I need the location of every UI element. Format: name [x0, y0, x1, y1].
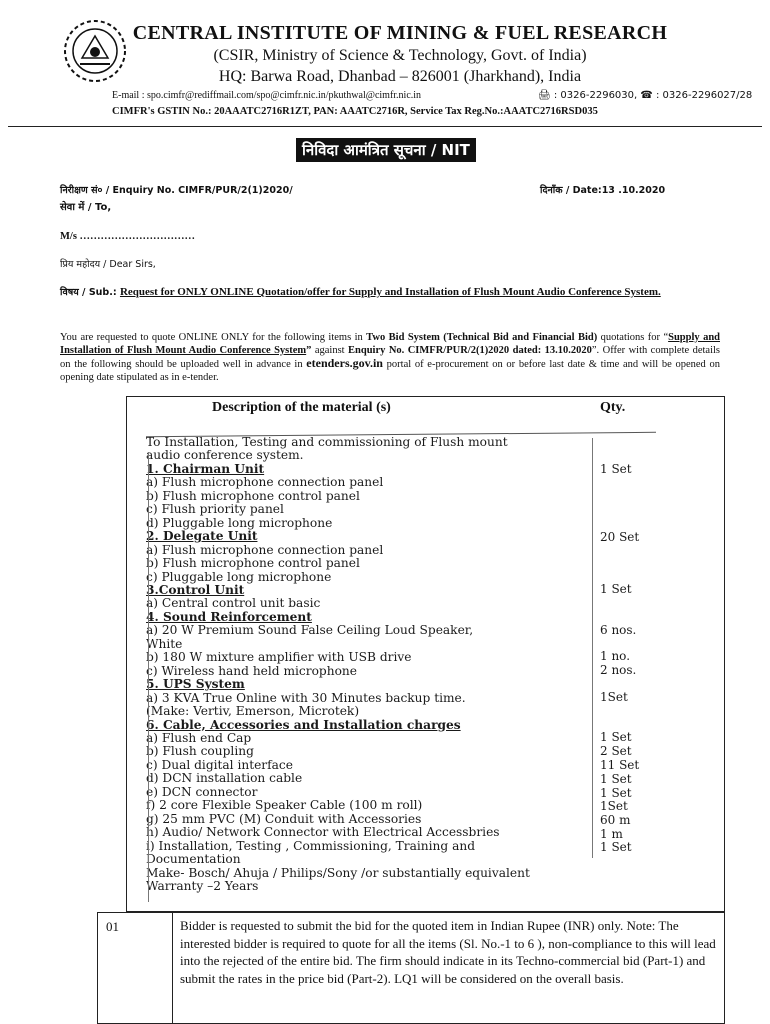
item-line: audio conference system. — [146, 448, 304, 463]
qty-value: 60 m — [600, 813, 631, 827]
to-line: सेवा में / To, — [60, 202, 112, 213]
item-line: a) Flush end Cap — [146, 730, 252, 745]
enquiry-date: दिनाँक / Date:13 .10.2020 — [540, 185, 666, 196]
intro-paragraph — [60, 331, 720, 384]
item-line: (Make: Vertiv, Emerson, Microtek) — [146, 704, 360, 719]
terms-table-row — [97, 912, 725, 1024]
item-line: b) 180 W mixture amplifier with USB drive — [146, 650, 412, 665]
item-line: Documentation — [146, 852, 241, 867]
section-heading: 4. Sound Reinforcement — [146, 609, 312, 624]
item-line: d) Pluggable long microphone — [146, 515, 333, 530]
item-line: c) Wireless hand held microphone — [146, 663, 357, 678]
section-heading: 6. Cable, Accessories and Installation charges — [146, 717, 461, 732]
qty-value: 1 Set — [600, 582, 632, 596]
qty-value: 1Set — [600, 799, 628, 813]
intro-text-2: ”. Offer with complete details on the following should be uploaded well in advance in — [60, 345, 721, 370]
item-line: a) 3 KVA True Online with 30 Minutes backup time. — [146, 690, 466, 705]
qty-value: 1 Set — [600, 840, 632, 854]
qty-value: 20 Set — [600, 530, 640, 544]
email-addresses: E-mail : spo.cimfr@rediffmail.com/spo@cimfr.nic.in/pkuthwal@cimfr.nic.in — [112, 90, 422, 101]
item-line: a) Flush microphone connection panel — [146, 542, 384, 557]
item-line: f) 2 core Flexible Speaker Cable (100 m roll) — [146, 798, 423, 813]
hq-address: HQ: Barwa Road, Dhanbad – 826001 (Jharkhand), India — [218, 68, 582, 85]
qty-value: 1 Set — [600, 462, 632, 476]
item-line: Warranty –2 Years — [146, 878, 259, 893]
item-line: b) Flush microphone control panel — [146, 488, 360, 503]
scanned-item-list — [146, 436, 614, 902]
intro-quote-close: ” — [306, 345, 312, 356]
intro-text-1: You are requested to quote ONLINE ONLY for the following items in — [60, 332, 367, 343]
qty-value: 2 nos. — [600, 663, 637, 677]
item-line: b) Flush coupling — [146, 744, 254, 759]
qty-value: 2 Set — [600, 744, 632, 758]
cimfr-logo — [62, 18, 128, 84]
intro-item-name: Supply and Installation of Flush Mount Audio Conference System — [60, 332, 720, 356]
enquiry-number: निरीक्षण सं० / Enquiry No. CIMFR/PUR/2(1)2020/ — [60, 185, 293, 196]
intro-against: against — [311, 345, 349, 356]
intro-portal: etenders.gov.in — [306, 356, 383, 370]
bid-terms-text: Bidder is requested to submit the bid for the quoted item in Indian Rupee (INR) only. Note: The interested bidder is required to quote for all the items (Sl. No.-1 to 6 ), non-compliance to this will lead into the rejected of the entire bid. The firm should indicate in its Techno-commercial bid (Part-1) and submit the rates in the price bid (Part-2). LQ1 will be considered on the overall basis. — [180, 918, 716, 986]
item-line: a) Flush microphone connection panel — [146, 475, 384, 490]
ministry-line: (CSIR, Ministry of Science & Technology, Govt. of India) — [213, 47, 587, 64]
email-line — [112, 90, 421, 101]
item-line: b) Flush microphone control panel — [146, 556, 360, 571]
item-line: c) Pluggable long microphone — [146, 569, 332, 584]
subject-label: विषय / Sub.: — [60, 287, 120, 298]
fax-phone: 🖨 : 0326-2296030, ☎ : 0326-2296027/28 — [538, 90, 753, 101]
row-number: 01 — [98, 913, 173, 1023]
qty-value: 11 Set — [600, 758, 640, 772]
intro-quote-open: “ — [663, 332, 669, 343]
qty-header: Qty. — [600, 400, 626, 415]
institute-name: CENTRAL INSTITUTE OF MINING & FUEL RESEARCH — [132, 22, 668, 44]
scan-left-rule — [148, 452, 149, 902]
intro-text-1-end: quotations for — [597, 332, 661, 343]
section-heading: 5. UPS System — [146, 677, 245, 692]
section-heading: 2. Delegate Unit — [146, 529, 258, 544]
item-line: a) Central control unit basic — [146, 596, 321, 611]
item-line: g) 25 mm PVC (M) Conduit with Accessories — [146, 811, 422, 826]
gstin-line: CIMFR's GSTIN No.: 20AAATC2716R1ZT, PAN: AAATC2716R, Service Tax Reg.No.:AAATC2716RSD035 — [112, 106, 598, 117]
salutation: प्रिय महोदय / Dear Sirs, — [60, 259, 156, 270]
intro-text-3: portal of e-procurement on or before last date & time and will be opened on opening date stipulated as in e-tender. — [60, 359, 720, 383]
qty-value: 1 no. — [600, 649, 631, 663]
item-line: i) Installation, Testing , Commissioning, Training and — [146, 838, 475, 853]
qty-value: 1 m — [600, 827, 623, 841]
item-line: d) DCN installation cable — [146, 771, 303, 786]
qty-value: 1Set — [600, 690, 628, 704]
item-line: c) Flush priority panel — [146, 502, 284, 517]
intro-enquiry: Enquiry No. CIMFR/PUR/2(1)2020 dated: — [348, 345, 542, 356]
subject-text: Request for ONLY ONLINE Quotation/offer for Supply and Installation of Flush Mount Audio Conference System. — [119, 286, 661, 298]
item-line: e) DCN connector — [146, 784, 258, 799]
item-line: h) Audio/ Network Connector with Electrical Accessbries — [146, 825, 500, 840]
item-line: To Installation, Testing and commissioning of Flush mount — [146, 435, 508, 449]
intro-bid-system: Two Bid System (Technical Bid and Financial Bid) — [366, 332, 598, 343]
qty-value: 6 nos. — [600, 623, 637, 637]
section-heading: 3.Control Unit — [146, 582, 245, 597]
section-heading: 1. Chairman Unit — [146, 461, 265, 476]
item-line: White — [146, 636, 183, 651]
scan-qty-rule — [592, 438, 593, 858]
header-divider — [8, 126, 762, 127]
item-line: c) Dual digital interface — [146, 757, 293, 772]
item-line: Make- Bosch/ Ahuja / Philips/Sony /or substantially equivalent — [146, 865, 530, 880]
intro-date: 13.10.2020 — [544, 345, 592, 356]
vendor-line: M/s …………………………… — [60, 231, 196, 242]
subject-line — [60, 286, 720, 299]
qty-value: 1 Set — [600, 772, 632, 786]
item-line: a) 20 W Premium Sound False Ceiling Loud Speaker, — [146, 623, 474, 638]
nit-title: निविदा आमंत्रित सूचना / NIT — [296, 138, 476, 162]
description-header: Description of the material (s) — [212, 400, 391, 415]
qty-value: 1 Set — [600, 730, 632, 744]
qty-value: 1 Set — [600, 786, 632, 800]
